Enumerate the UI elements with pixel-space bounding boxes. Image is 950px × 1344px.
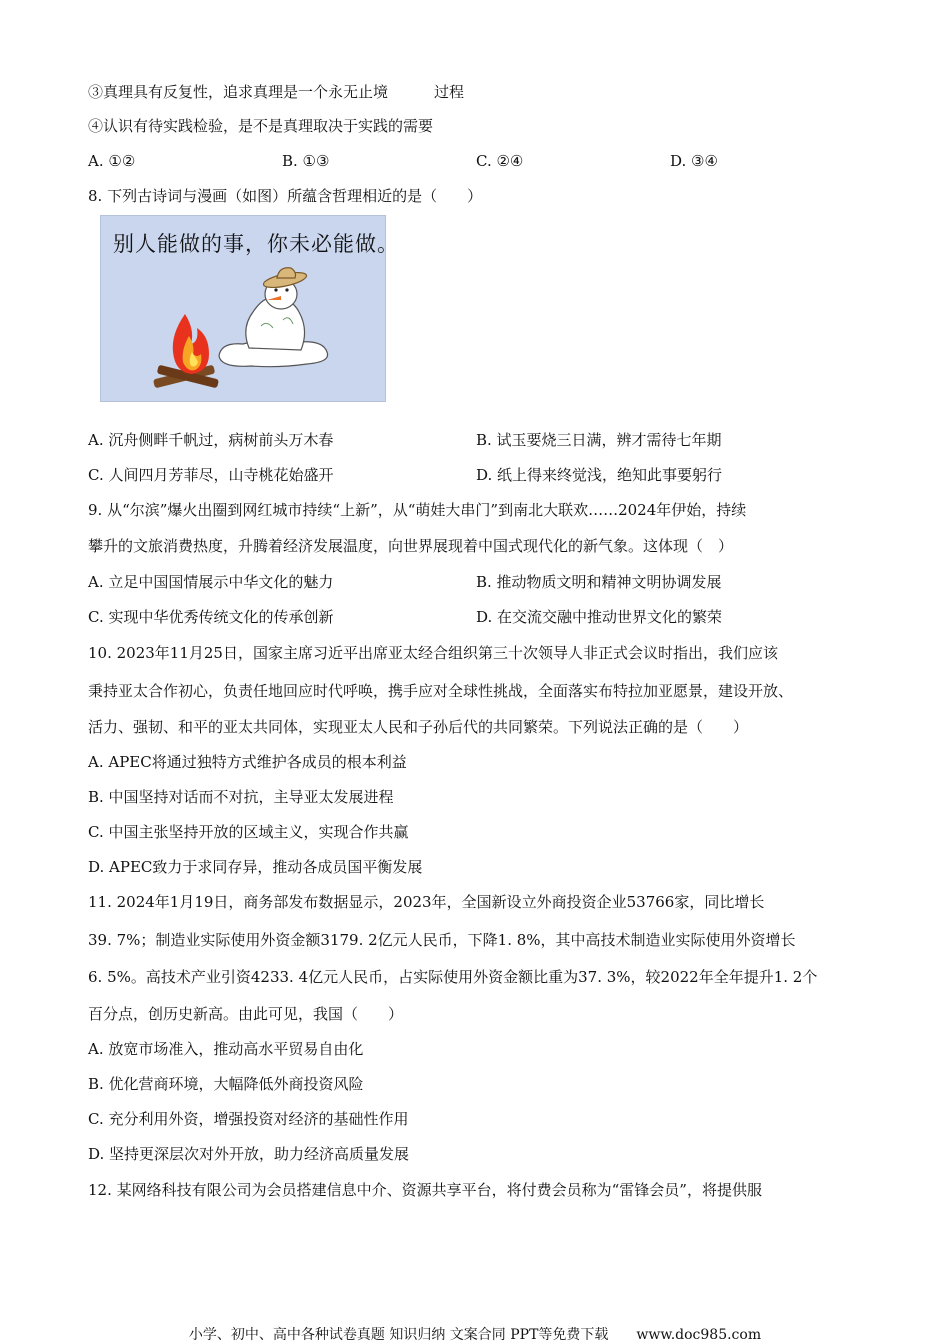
q8-option-a: A. 沉舟侧畔千帆过，病树前头万木春	[88, 431, 334, 449]
q10-option-a: A. APEC将通过独特方式维护各成员的根本利益	[88, 753, 407, 771]
q11-stem-line-1: 11. 2024年1月19日，商务部发布数据显示，2023年，全国新设立外商投资企业53766家，同比增长	[88, 893, 765, 911]
q10-option-c: C. 中国主张坚持开放的区域主义，实现合作共赢	[88, 823, 409, 841]
q11-option-a: A. 放宽市场准入，推动高水平贸易自由化	[88, 1040, 364, 1058]
prev-option-d: D. ③④	[670, 152, 718, 170]
q9-option-c: C. 实现中华优秀传统文化的传承创新	[88, 608, 334, 626]
q8-stem: 8. 下列古诗词与漫画（如图）所蕴含哲理相近的是（ ）	[88, 187, 483, 205]
snowman-campfire-illustration	[101, 216, 387, 403]
q11-stem-line-2: 39. 7%；制造业实际使用外资金额3179. 2亿元人民币，下降1. 8%，其中高技术制造业实际使用外资增长	[88, 931, 796, 949]
q8-option-c: C. 人间四月芳菲尽，山寺桃花始盛开	[88, 466, 334, 484]
q10-option-b: B. 中国坚持对话而不对抗，主导亚太发展进程	[88, 788, 394, 806]
prev-option-a: A. ①②	[88, 152, 136, 170]
q11-option-b: B. 优化营商环境，大幅降低外商投资风险	[88, 1075, 364, 1093]
q12-stem-line-1: 12. 某网络科技有限公司为会员搭建信息中介、资源共享平台，将付费会员称为“雷锋会员”，将提供服	[88, 1181, 762, 1199]
q11-stem-line-4: 百分点，创历史新高。由此可见，我国（ ）	[88, 1005, 404, 1023]
q8-option-d: D. 纸上得来终觉浅，绝知此事要躬行	[476, 466, 723, 484]
q11-option-c: C. 充分利用外资，增强投资对经济的基础性作用	[88, 1110, 409, 1128]
page-footer: 小学、初中、高中各种试卷真题 知识归纳 文案合同 PPT等免费下载 www.doc985.com	[188, 1327, 762, 1343]
q10-option-d: D. APEC致力于求同存异，推动各成员国平衡发展	[88, 858, 423, 876]
q11-stem-line-3: 6. 5%。高技术产业引资4233. 4亿元人民币，占实际使用外资金额比重为37. 3%，较2022年全年提升1. 2个	[88, 968, 818, 986]
q8-option-b: B. 试玉要烧三日满，辨才需待七年期	[476, 431, 722, 449]
q9-stem-line-1: 9. 从“尔滨”爆火出圈到网红城市持续“上新”，从“萌娃大串门”到南北大联欢……2024年伊始，持续	[88, 501, 747, 519]
q10-stem-line-3: 活力、强韧、和平的亚太共同体，实现亚太人民和子孙后代的共同繁荣。下列说法正确的是（ ）	[88, 718, 749, 736]
q10-stem-line-1: 10. 2023年11月25日，国家主席习近平出席亚太经合组织第三十次领导人非正式会议时指出，我们应该	[88, 644, 778, 662]
q9-stem-line-2: 攀升的文旅消费热度，升腾着经济发展温度，向世界展现着中国式现代化的新气象。这体现（ ）	[88, 537, 734, 555]
q9-option-b: B. 推动物质文明和精神文明协调发展	[476, 573, 722, 591]
cartoon-image	[100, 215, 399, 402]
q11-option-d: D. 坚持更深层次对外开放，助力经济高质量发展	[88, 1145, 410, 1163]
q10-stem-line-2: 秉持亚太合作初心，负责任地回应时代呼唤，携手应对全球性挑战，全面落实布特拉加亚愿景，建设开放、	[88, 682, 794, 700]
prev-option-b: B. ①③	[282, 152, 330, 170]
prev-option-c: C. ②④	[476, 152, 524, 170]
statement-4: ④认识有待实践检验，是不是真理取决于实践的需要	[88, 117, 434, 135]
statement-3: ③真理具有反复性，追求真理是一个永无止境 过程	[88, 83, 465, 101]
cartoon-caption: 别人能做的事，你未必能做。	[113, 232, 399, 256]
q9-option-a: A. 立足中国国情展示中华文化的魅力	[88, 573, 334, 591]
q9-option-d: D. 在交流交融中推动世界文化的繁荣	[476, 608, 723, 626]
